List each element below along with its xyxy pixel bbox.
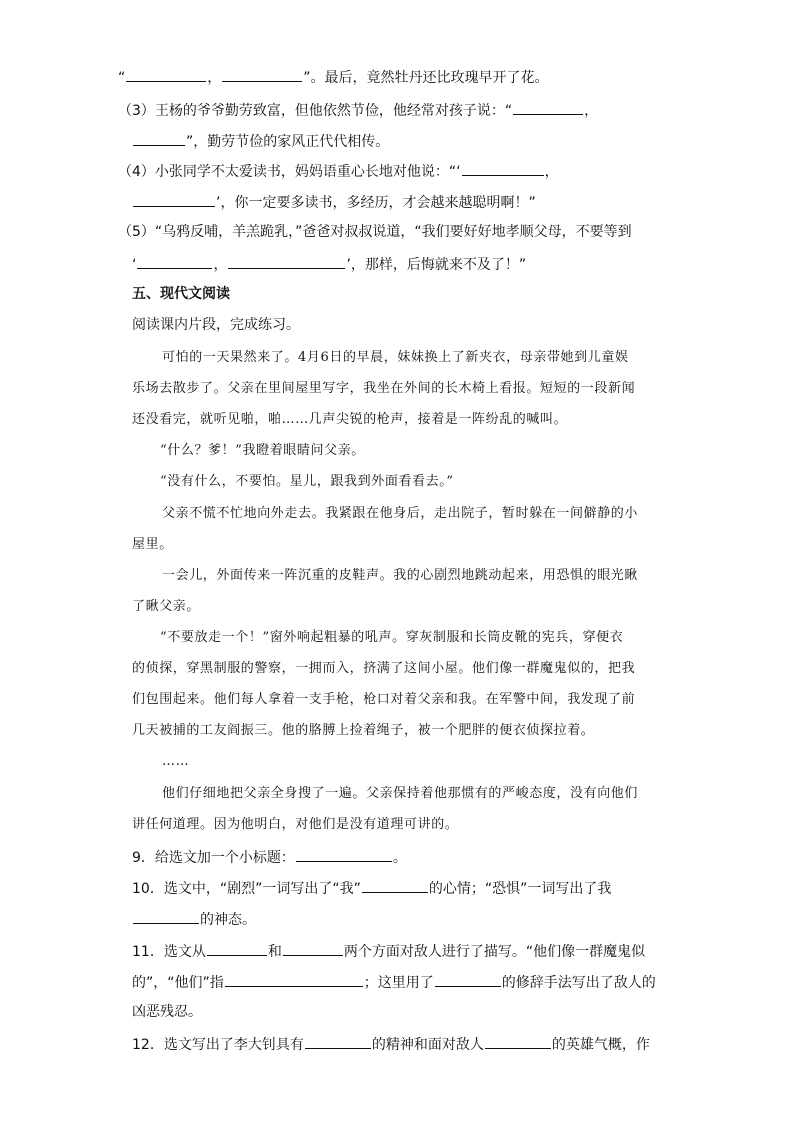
question-5 bbox=[118, 222, 632, 242]
answer-blank[interactable] bbox=[513, 99, 583, 115]
passage-line: “什么？爹！”我瞪着眼睛问父亲。 bbox=[160, 443, 365, 458]
answer-blank[interactable] bbox=[137, 253, 212, 269]
question-3 bbox=[118, 99, 598, 121]
text: ‘ bbox=[132, 257, 137, 273]
answer-blank[interactable] bbox=[296, 846, 392, 862]
passage-line: 们包围起来。他们每人拿着一支手枪，枪口对着父亲和我。在军警中间，我发现了前 bbox=[132, 692, 636, 707]
answer-blank[interactable] bbox=[485, 1033, 551, 1049]
text: （3）王杨的爷爷勤劳致富，但他依然节俭，他经常对孩子说：“ bbox=[118, 103, 513, 119]
passage-line: 父亲不慌不忙地向外走去。我紧跟在他身后，走出院子，暂时躲在一间僻静的小 bbox=[162, 506, 639, 521]
question-4 bbox=[118, 160, 559, 182]
passage-line: “不要放走一个！”窗外响起粗暴的吼声。穿灰制服和长筒皮靴的宪兵，穿便衣 bbox=[160, 630, 624, 645]
answer-blank[interactable] bbox=[305, 1033, 371, 1049]
text: 10．选文中，“剧烈”一词写出了“我” bbox=[132, 881, 361, 897]
answer-blank[interactable] bbox=[133, 191, 215, 207]
text: ；这里用了 bbox=[363, 975, 434, 991]
section-heading: 五、现代文阅读 bbox=[132, 286, 230, 302]
text: 的精神和面对敌人 bbox=[371, 1037, 484, 1053]
text: ， bbox=[213, 257, 228, 273]
text: ”。最后，竟然牡丹还比玫瑰早开了花。 bbox=[303, 70, 549, 86]
text: 的修辞手法写出了敌人的 bbox=[501, 975, 656, 991]
answer-blank[interactable] bbox=[126, 66, 206, 82]
passage-line: 几天被捕的工友阎振三。他的胳膊上捡着绳子，被一个肥胖的便衣侦探拉着。 bbox=[132, 723, 595, 738]
question-4-continuation bbox=[132, 191, 536, 213]
q2-continuation-line bbox=[118, 66, 549, 88]
text: 的英雄气概，作 bbox=[551, 1037, 650, 1053]
answer-blank[interactable] bbox=[362, 877, 428, 893]
answer-blank[interactable] bbox=[283, 940, 343, 956]
passage-line: “没有什么，不要怕。星儿，跟我到外面看看去。” bbox=[160, 474, 454, 489]
text: ’，那样，后悔就来不及了！” bbox=[346, 257, 527, 273]
text: 的心情；“恐惧”一词写出了我 bbox=[428, 881, 612, 897]
text: ’，你一定要多读书，多经历，才会越来越聪明啊！” bbox=[216, 195, 536, 211]
passage-line: 还没看完，就听见啪，啪……几声尖锐的枪声，接着是一阵纷乱的喊叫。 bbox=[132, 412, 568, 427]
passage-line: 乐场去散步了。父亲在里间屋里写字，我坐在外间的长木椅上看报。短短的一段新闻 bbox=[132, 381, 636, 396]
text: ， bbox=[207, 70, 222, 86]
answer-blank[interactable] bbox=[225, 971, 363, 987]
answer-blank[interactable] bbox=[133, 130, 185, 146]
answer-blank[interactable] bbox=[222, 66, 302, 82]
text: 9．给选文加一个小标题： bbox=[132, 850, 295, 866]
text: 的神态。 bbox=[200, 912, 256, 928]
text: 和 bbox=[267, 944, 282, 960]
question-11-continuation: 凶恶残忍。 bbox=[132, 1004, 202, 1020]
question-10 bbox=[132, 877, 611, 899]
passage-line: …… bbox=[162, 754, 190, 769]
answer-blank[interactable] bbox=[228, 253, 345, 269]
text: （5）“乌鸦反哺，羊羔跪乳，”爸爸对叔叔说道，“我们要好好地孝顺父母，不要等到 bbox=[118, 224, 632, 240]
passage-line: 一会儿，外面传来一阵沉重的皮鞋声。我的心剧烈地跳动起来，用恐惧的眼光瞅 bbox=[162, 568, 639, 583]
text: 的”，“他们”指 bbox=[132, 975, 224, 991]
passage-line: 的侦探，穿黑制服的警察，一拥而入，挤满了这间小屋。他们像一群魔鬼似的，把我 bbox=[132, 661, 636, 676]
text: “ bbox=[118, 70, 126, 86]
question-11 bbox=[132, 940, 645, 962]
answer-blank[interactable] bbox=[435, 971, 501, 987]
answer-blank[interactable] bbox=[462, 160, 544, 176]
passage-line: 可怕的一天果然来了。4月6日的早晨，妹妹换上了新夹衣，母亲带她到儿童娱 bbox=[162, 350, 629, 365]
answer-blank[interactable] bbox=[207, 940, 267, 956]
text: 两个方面对敌人进行了描写。“他们像一群魔鬼似 bbox=[343, 944, 646, 960]
text: ， bbox=[544, 164, 559, 180]
passage-line: 了瞅父亲。 bbox=[132, 599, 201, 614]
question-12 bbox=[132, 1033, 650, 1055]
passage-line: 他们仔细地把父亲全身搜了一遍。父亲保持着他那惯有的严峻态度，没有向他们 bbox=[162, 786, 639, 801]
text: （4）小张同学不太爱读书，妈妈语重心长地对他说：“‘ bbox=[118, 164, 461, 180]
answer-blank[interactable] bbox=[133, 908, 199, 924]
text: 。 bbox=[392, 850, 407, 866]
reading-instruction: 阅读课内片段，完成练习。 bbox=[132, 317, 300, 333]
text: ”，勤劳节俭的家风正代代相传。 bbox=[186, 134, 390, 150]
question-10-continuation bbox=[132, 908, 256, 930]
question-5-continuation bbox=[132, 253, 526, 275]
text: 12．选文写出了李大钊具有 bbox=[132, 1037, 304, 1053]
passage-line: 屋里。 bbox=[132, 537, 173, 552]
question-9 bbox=[132, 846, 407, 868]
passage-line: 讲任何道理。因为他明白，对他们是没有道理可讲的。 bbox=[132, 817, 459, 832]
text: ， bbox=[584, 103, 599, 119]
question-11-continuation bbox=[132, 971, 656, 993]
text: 11．选文从 bbox=[132, 944, 206, 960]
question-3-continuation bbox=[132, 130, 389, 152]
